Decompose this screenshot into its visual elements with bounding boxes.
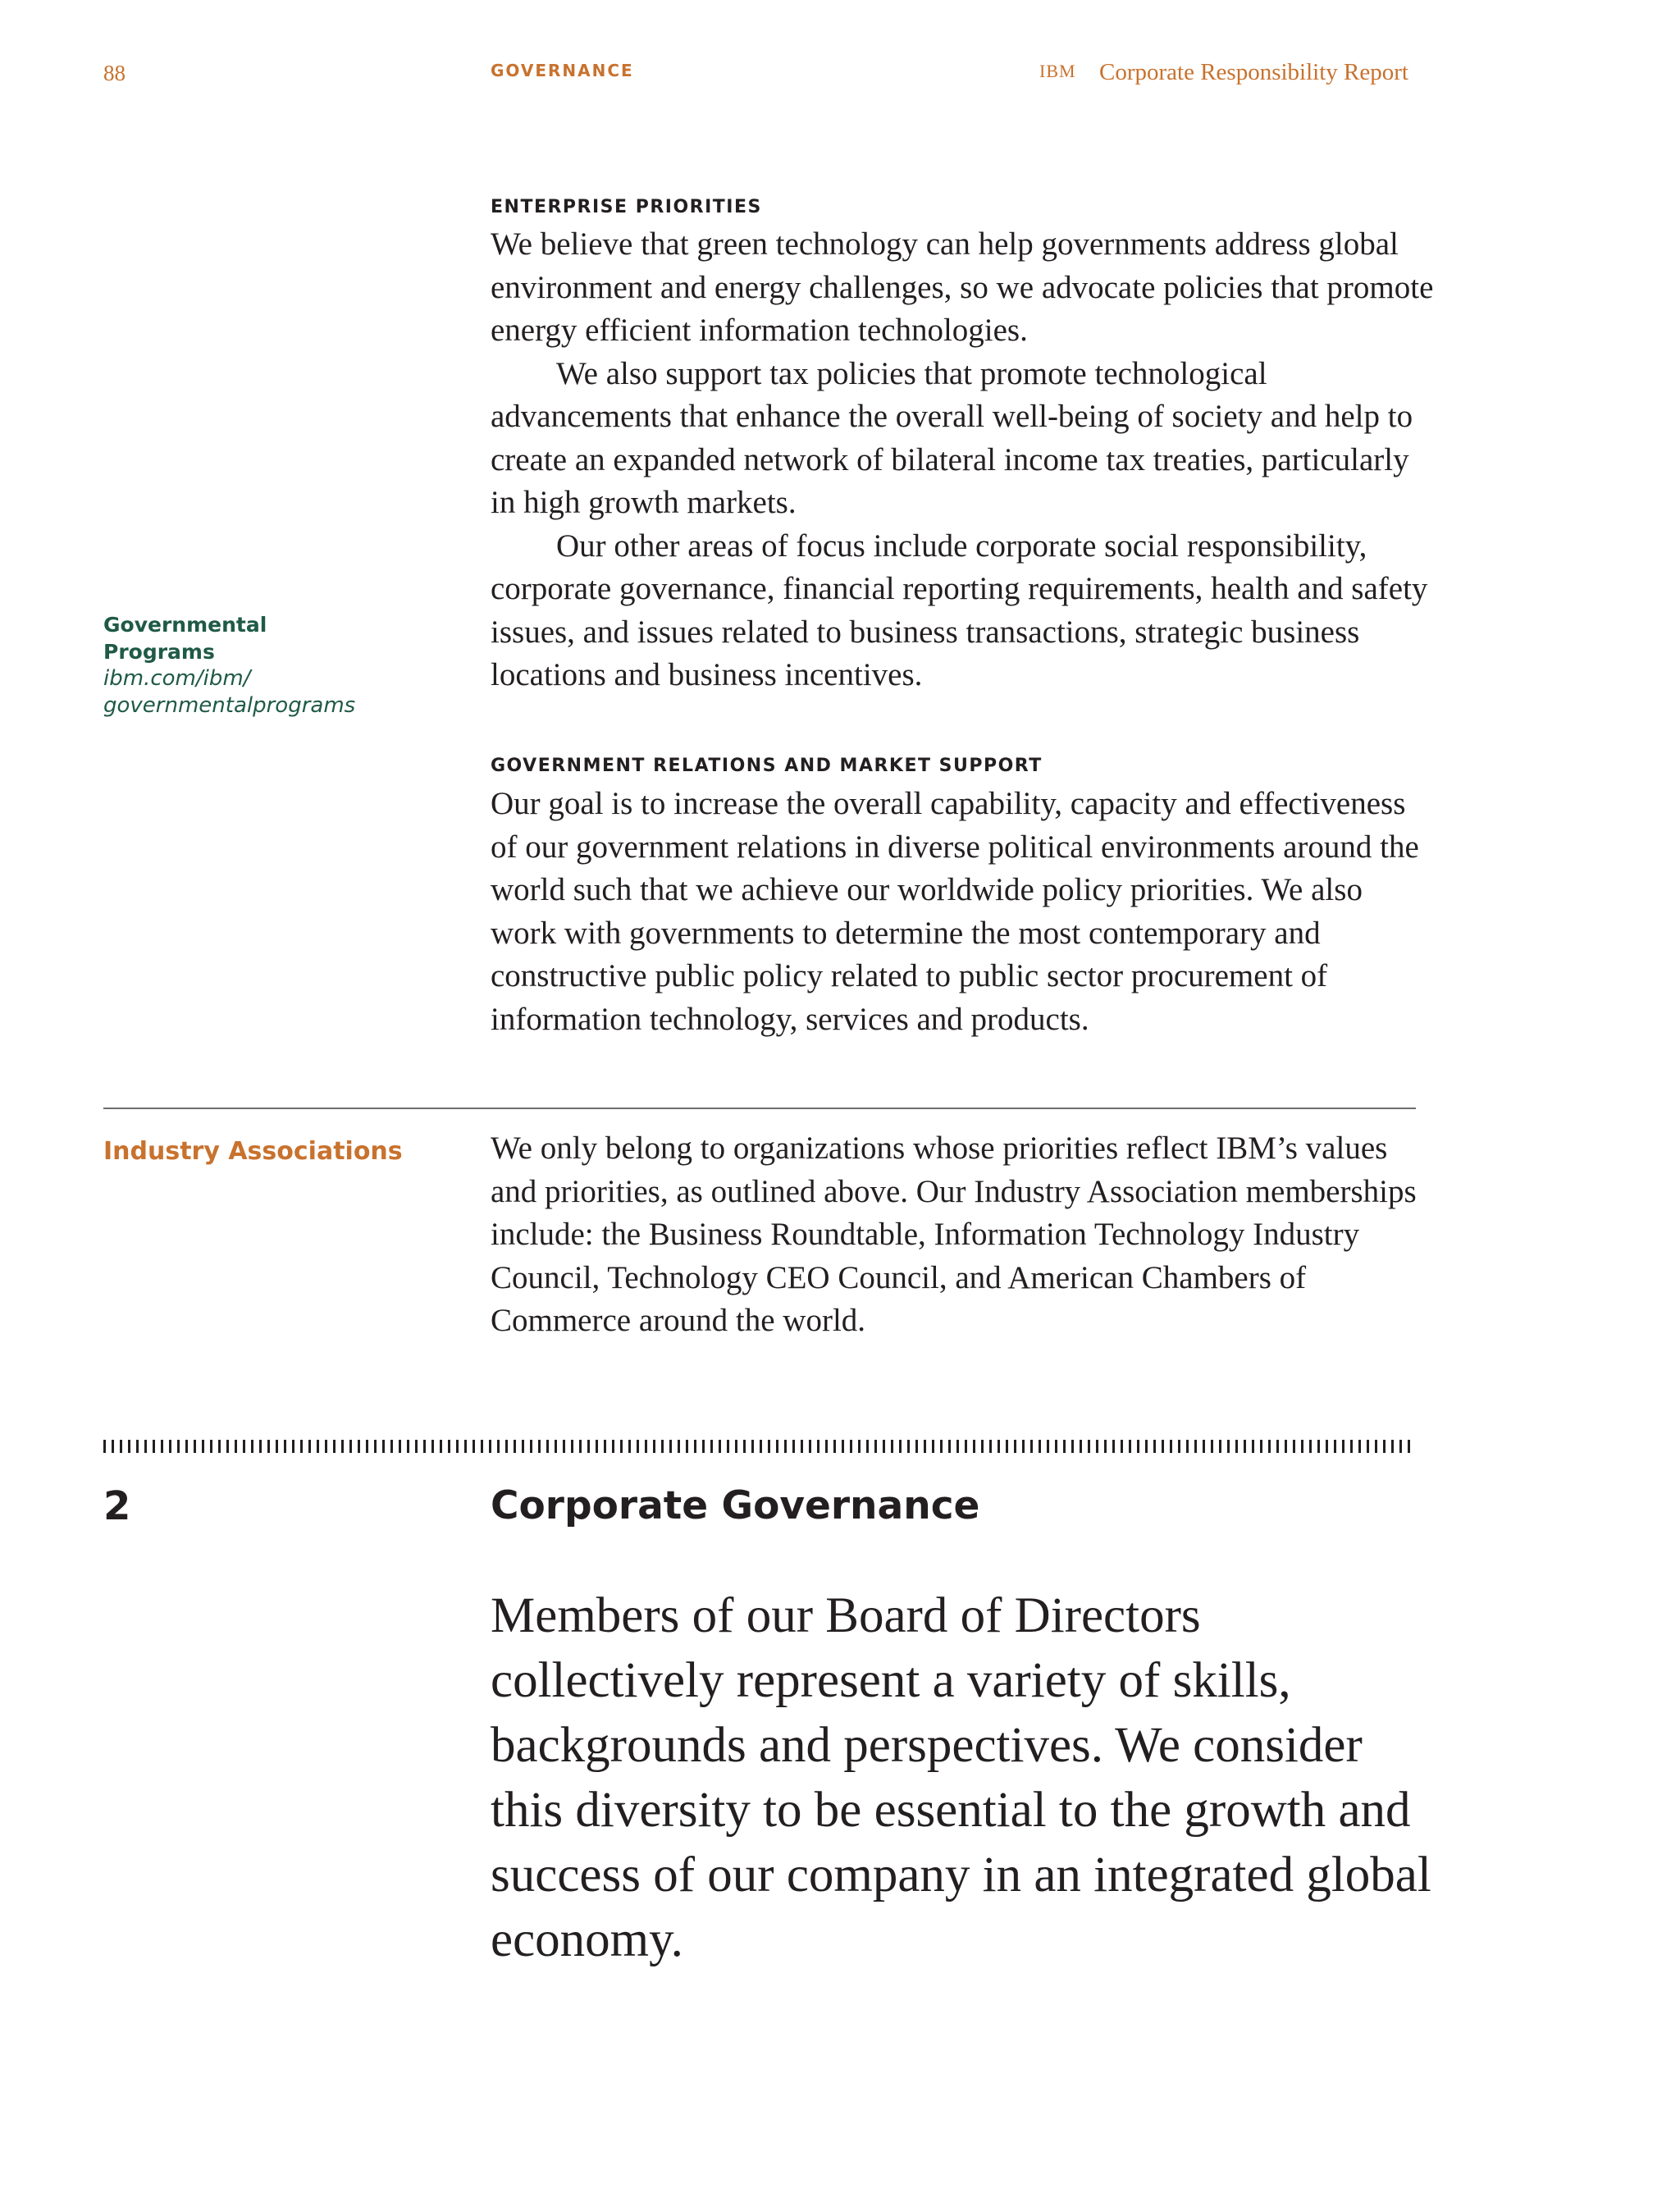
section-title: Corporate Governance — [491, 1483, 980, 1528]
section-number: 2 — [103, 1483, 131, 1529]
governmental-programs-sidebar — [103, 611, 382, 719]
enterprise-paragraph-3: Our other areas of focus include corporate social responsibility, corporate governance, financial reporting requirements, health and safety issues, and issues related to business transactions, strategic business locations and business incentives. — [491, 528, 1428, 692]
enterprise-paragraph-2: We also support tax policies that promote technological advancements that enhance the overall well-being of society and help to create an expanded network of bilateral income tax treaties, particularly in high growth markets. — [491, 355, 1413, 520]
industry-associations-body — [491, 1127, 1434, 1343]
brand-name: IBM — [1039, 61, 1076, 81]
pull-quote: Members of our Board of Directors collectively represent a variety of skills, backgrounds and perspectives. We consider this diversity to be essential to the growth and success of our company in an integrated global economy. — [491, 1588, 1431, 1967]
enterprise-priorities-heading: ENTERPRISE PRIORITIES — [491, 197, 762, 217]
report-title: Corporate Responsibility Report — [1099, 59, 1408, 85]
government-relations-heading: GOVERNMENT RELATIONS AND MARKET SUPPORT — [491, 756, 1043, 776]
enterprise-priorities-body — [491, 223, 1434, 697]
section-label: GOVERNANCE — [491, 61, 634, 80]
enterprise-paragraph-1: We believe that green technology can help governments address global environment and energy challenges, so we advocate policies that promote energy efficient information technologies. — [491, 226, 1434, 348]
governmental-programs-link-line-2[interactable]: governmentalprograms — [103, 693, 356, 718]
governmental-programs-title: Governmental Programs — [103, 613, 267, 664]
page-number: 88 — [103, 61, 126, 85]
section-divider — [103, 1108, 1416, 1109]
industry-associations-paragraph: We only belong to organizations whose priorities reflect IBM’s values and priorities, as outlined above. Our Industry Association memberships include: the Business Roundtable, Information Technology Industry Council, Technology CEO Council, and American Chambers of Commerce around the world. — [491, 1130, 1417, 1338]
industry-associations-label: Industry Associations — [103, 1137, 403, 1166]
tick-divider — [103, 1440, 1416, 1453]
government-relations-paragraph: Our goal is to increase the overall capability, capacity and effectiveness of our government relations in diverse political environments around the world such that we achieve our worldwide policy priorities. We also work with governments to determine the most contemporary and constructive public policy related to public sector procurement of information technology, services and products. — [491, 786, 1419, 1037]
governmental-programs-link-line-1[interactable]: ibm.com/ibm/ — [103, 666, 251, 691]
government-relations-body — [491, 783, 1434, 1041]
